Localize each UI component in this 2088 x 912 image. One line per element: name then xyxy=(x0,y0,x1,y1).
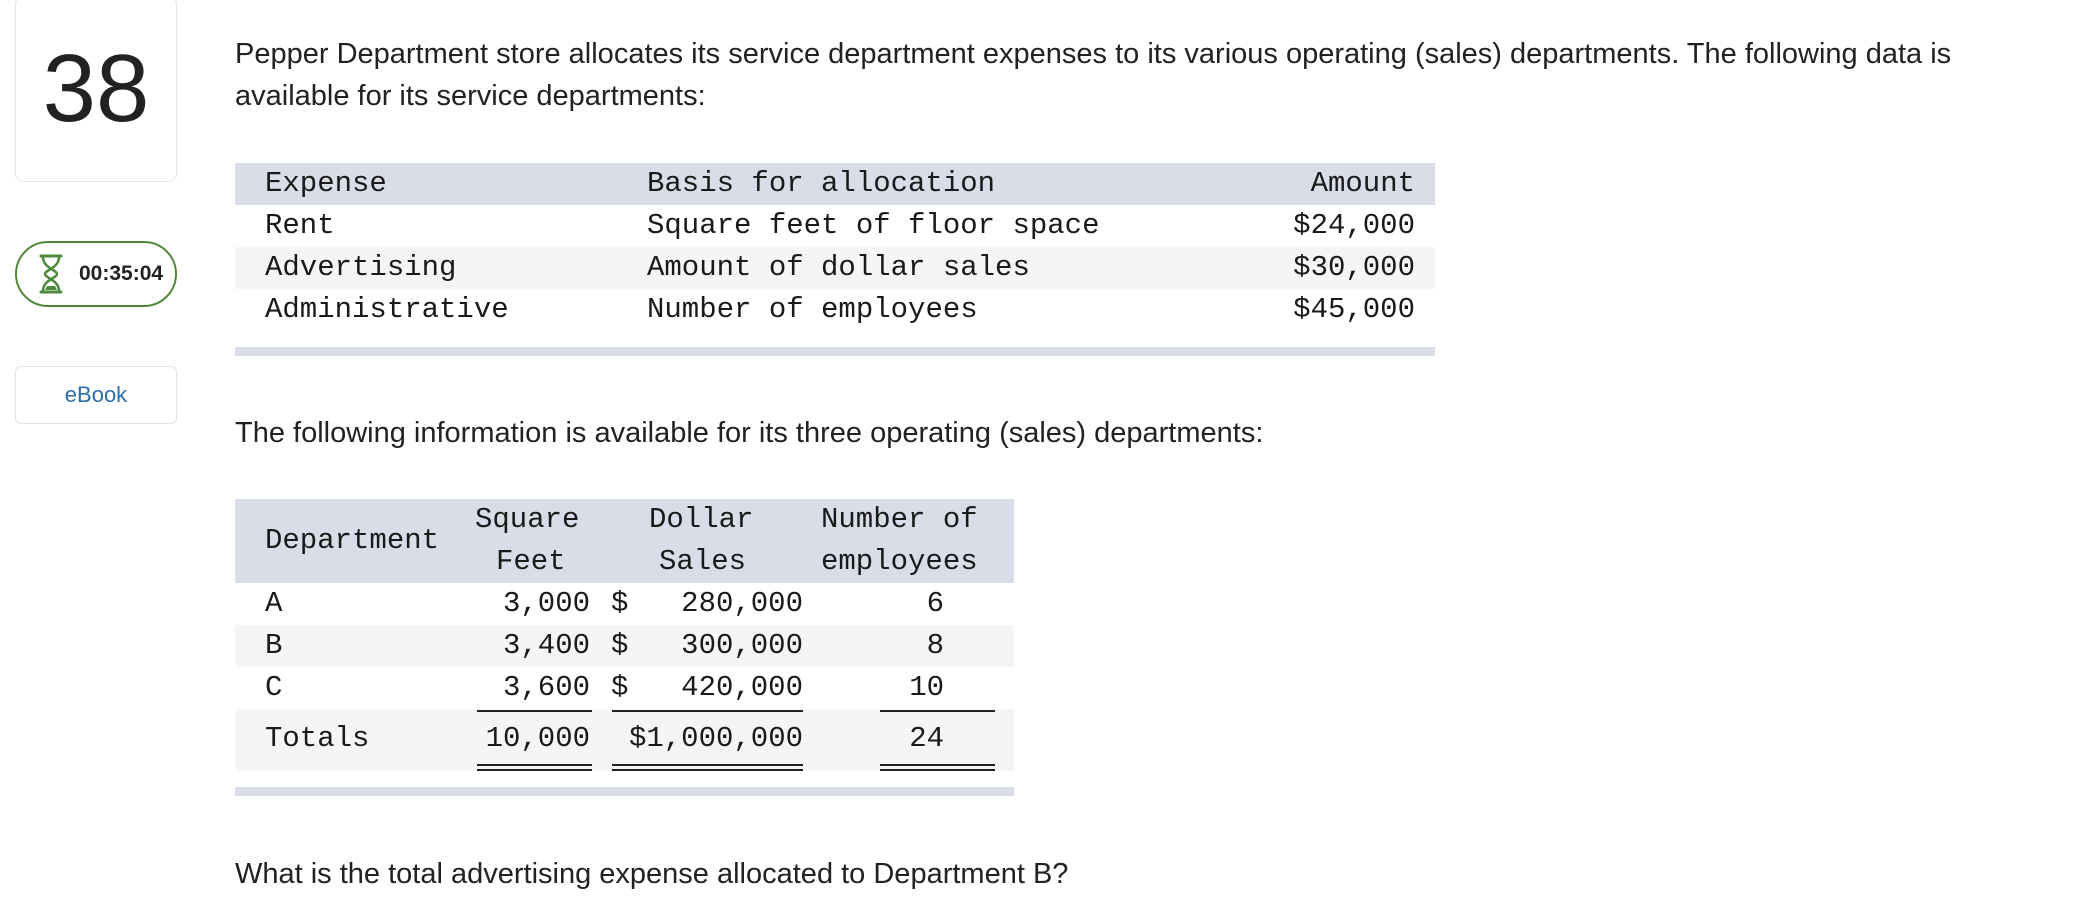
header-expense: Expense xyxy=(265,167,387,200)
currency-cell: $ xyxy=(611,671,629,704)
basis-cell: Amount of dollar sales xyxy=(647,251,1030,284)
timer-text: 00:35:04 xyxy=(79,262,164,285)
amount-cell: $45,000 xyxy=(1293,293,1415,326)
table-header-row xyxy=(235,163,1435,205)
header-emp-line1: Number of xyxy=(821,503,978,536)
sales-cell: 280,000 xyxy=(681,587,803,620)
question-number: 38 xyxy=(42,35,150,142)
totals-sales: $1,000,000 xyxy=(628,722,803,755)
question-intro: Pepper Department store allocates its service department expenses to its various operating (sales) departments. The following data is available for its service departments: xyxy=(235,38,1952,112)
total-double-underline xyxy=(880,764,995,771)
operating-department-table xyxy=(235,499,1014,771)
header-sqft-line2: Feet xyxy=(496,545,566,578)
total-double-underline xyxy=(612,764,803,771)
expense-cell: Rent xyxy=(265,209,335,242)
expense-cell: Advertising xyxy=(265,251,457,284)
amount-cell: $30,000 xyxy=(1293,251,1415,284)
header-basis: Basis for allocation xyxy=(647,167,996,200)
sqft-cell: 3,600 xyxy=(502,671,590,704)
sales-cell: 300,000 xyxy=(681,629,803,662)
subtotal-underline xyxy=(477,710,592,712)
question-prompt: What is the total advertising expense allocated to Department B? xyxy=(235,858,1069,890)
employees-cell: 6 xyxy=(926,587,944,620)
header-sales-line1: Dollar xyxy=(649,503,754,536)
sqft-cell: 3,000 xyxy=(502,587,590,620)
department-cell: C xyxy=(265,671,283,704)
header-sales-line2: Sales xyxy=(659,545,747,578)
ebook-button[interactable]: eBook xyxy=(15,366,177,424)
currency-cell: $ xyxy=(611,629,629,662)
timer-badge[interactable] xyxy=(15,241,177,307)
header-department: Department xyxy=(265,524,440,557)
totals-employees: 24 xyxy=(909,722,944,755)
subtotal-underline xyxy=(612,710,803,712)
table-footer-bar xyxy=(235,347,1435,356)
employees-cell: 10 xyxy=(909,671,944,704)
basis-cell: Square feet of floor space xyxy=(647,209,1100,242)
table-row xyxy=(235,247,1435,289)
sqft-cell: 3,400 xyxy=(502,629,590,662)
header-sqft-line1: Square xyxy=(475,503,580,536)
question-number-card xyxy=(15,0,177,182)
header-amount: Amount xyxy=(1310,167,1415,200)
expense-cell: Administrative xyxy=(265,293,509,326)
department-cell: B xyxy=(265,629,283,662)
service-department-table xyxy=(235,163,1435,331)
table-row xyxy=(235,205,1435,247)
employees-cell: 8 xyxy=(926,629,944,662)
table-footer-bar xyxy=(235,787,1014,796)
currency-cell: $ xyxy=(611,587,629,620)
subtotal-underline xyxy=(880,710,995,712)
table-row xyxy=(235,289,1435,331)
sales-cell: 420,000 xyxy=(681,671,803,704)
hourglass-icon xyxy=(37,254,65,294)
totals-label: Totals xyxy=(265,722,370,755)
department-cell: A xyxy=(265,587,283,620)
question-middle: The following information is available for its three operating (sales) departments: xyxy=(235,417,1264,449)
totals-sqft: 10,000 xyxy=(485,722,590,755)
amount-cell: $24,000 xyxy=(1293,209,1415,242)
basis-cell: Number of employees xyxy=(647,293,978,326)
total-double-underline xyxy=(477,764,592,771)
header-emp-line2: employees xyxy=(821,545,978,578)
